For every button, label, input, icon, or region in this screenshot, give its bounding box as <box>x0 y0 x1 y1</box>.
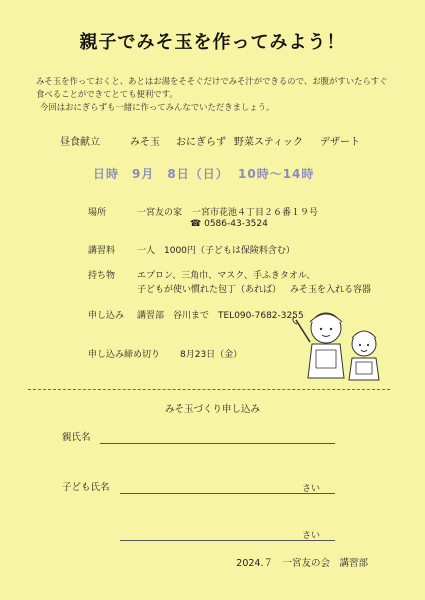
event-time: 10時～14時 <box>238 167 315 181</box>
date-label: 日時 <box>93 167 120 181</box>
place-address: 一宮市花池４丁目２６番１９号 <box>192 208 319 218</box>
age-suffix-1: さい <box>302 484 321 494</box>
parent-name-line[interactable] <box>100 443 335 444</box>
intro-line-2: 食べることができてとても便利です。 <box>36 89 178 99</box>
child-name-label: 子ども氏名 <box>62 482 110 493</box>
menu-item-dessert: デザート <box>320 137 360 148</box>
event-date: 9月 8日（日） <box>132 167 229 181</box>
deadline-label: 申し込み締め切り <box>88 350 161 360</box>
footer-credit: 2024.７ 一宮友の会 講習部 <box>236 558 368 569</box>
phone-row <box>190 219 268 229</box>
place-name: 一宮友の家 <box>137 208 183 218</box>
intro-line-1: みそ玉を作っておくと、あとはお湯をそそぐだけでみそ汁ができるので、お腹がすいたらすぐ <box>36 76 388 86</box>
fee-value: 一人 1000円（子どもは保険料含む） <box>137 246 295 256</box>
items-line-2b: みそ玉を入れる容器 <box>290 285 372 295</box>
items-line-2a: 子どもが使い慣れた包丁（あれば） <box>137 285 282 295</box>
menu-label: 昼食献立 <box>60 137 100 148</box>
page-title: 親子でみそ玉を作ってみよう！ <box>79 32 346 53</box>
items-line-1: エプロン、三角巾、マスク、手ふきタオル、 <box>137 271 316 281</box>
phone-icon: ☎ <box>190 219 202 229</box>
menu-item-vegetable-sticks: 野菜スティック <box>234 137 303 148</box>
apply-label: 申し込み <box>88 311 125 321</box>
parent-name-label: 親氏名 <box>62 432 91 443</box>
menu-item-onigirazu: おにぎらず <box>176 137 226 148</box>
place-label: 場所 <box>88 208 107 218</box>
intro-line-3: 今回はおにぎらずも一緒に作ってみんなでいただきましょう。 <box>40 102 275 112</box>
items-label: 持ち物 <box>88 271 116 281</box>
deadline-value: 8月23日（金） <box>180 350 243 360</box>
fee-label: 講習料 <box>88 246 116 256</box>
cooking-kids-illustration <box>288 298 388 383</box>
phone-number: 0586-43-3524 <box>204 219 268 229</box>
form-title: みそ玉づくり申し込み <box>164 404 260 415</box>
menu-item-misodama: みそ玉 <box>130 137 160 148</box>
age-suffix-2: さい <box>302 531 321 541</box>
dashed-divider <box>28 389 390 390</box>
apply-value: 講習部 谷川まで TEL090-7682-3255 <box>137 311 304 321</box>
